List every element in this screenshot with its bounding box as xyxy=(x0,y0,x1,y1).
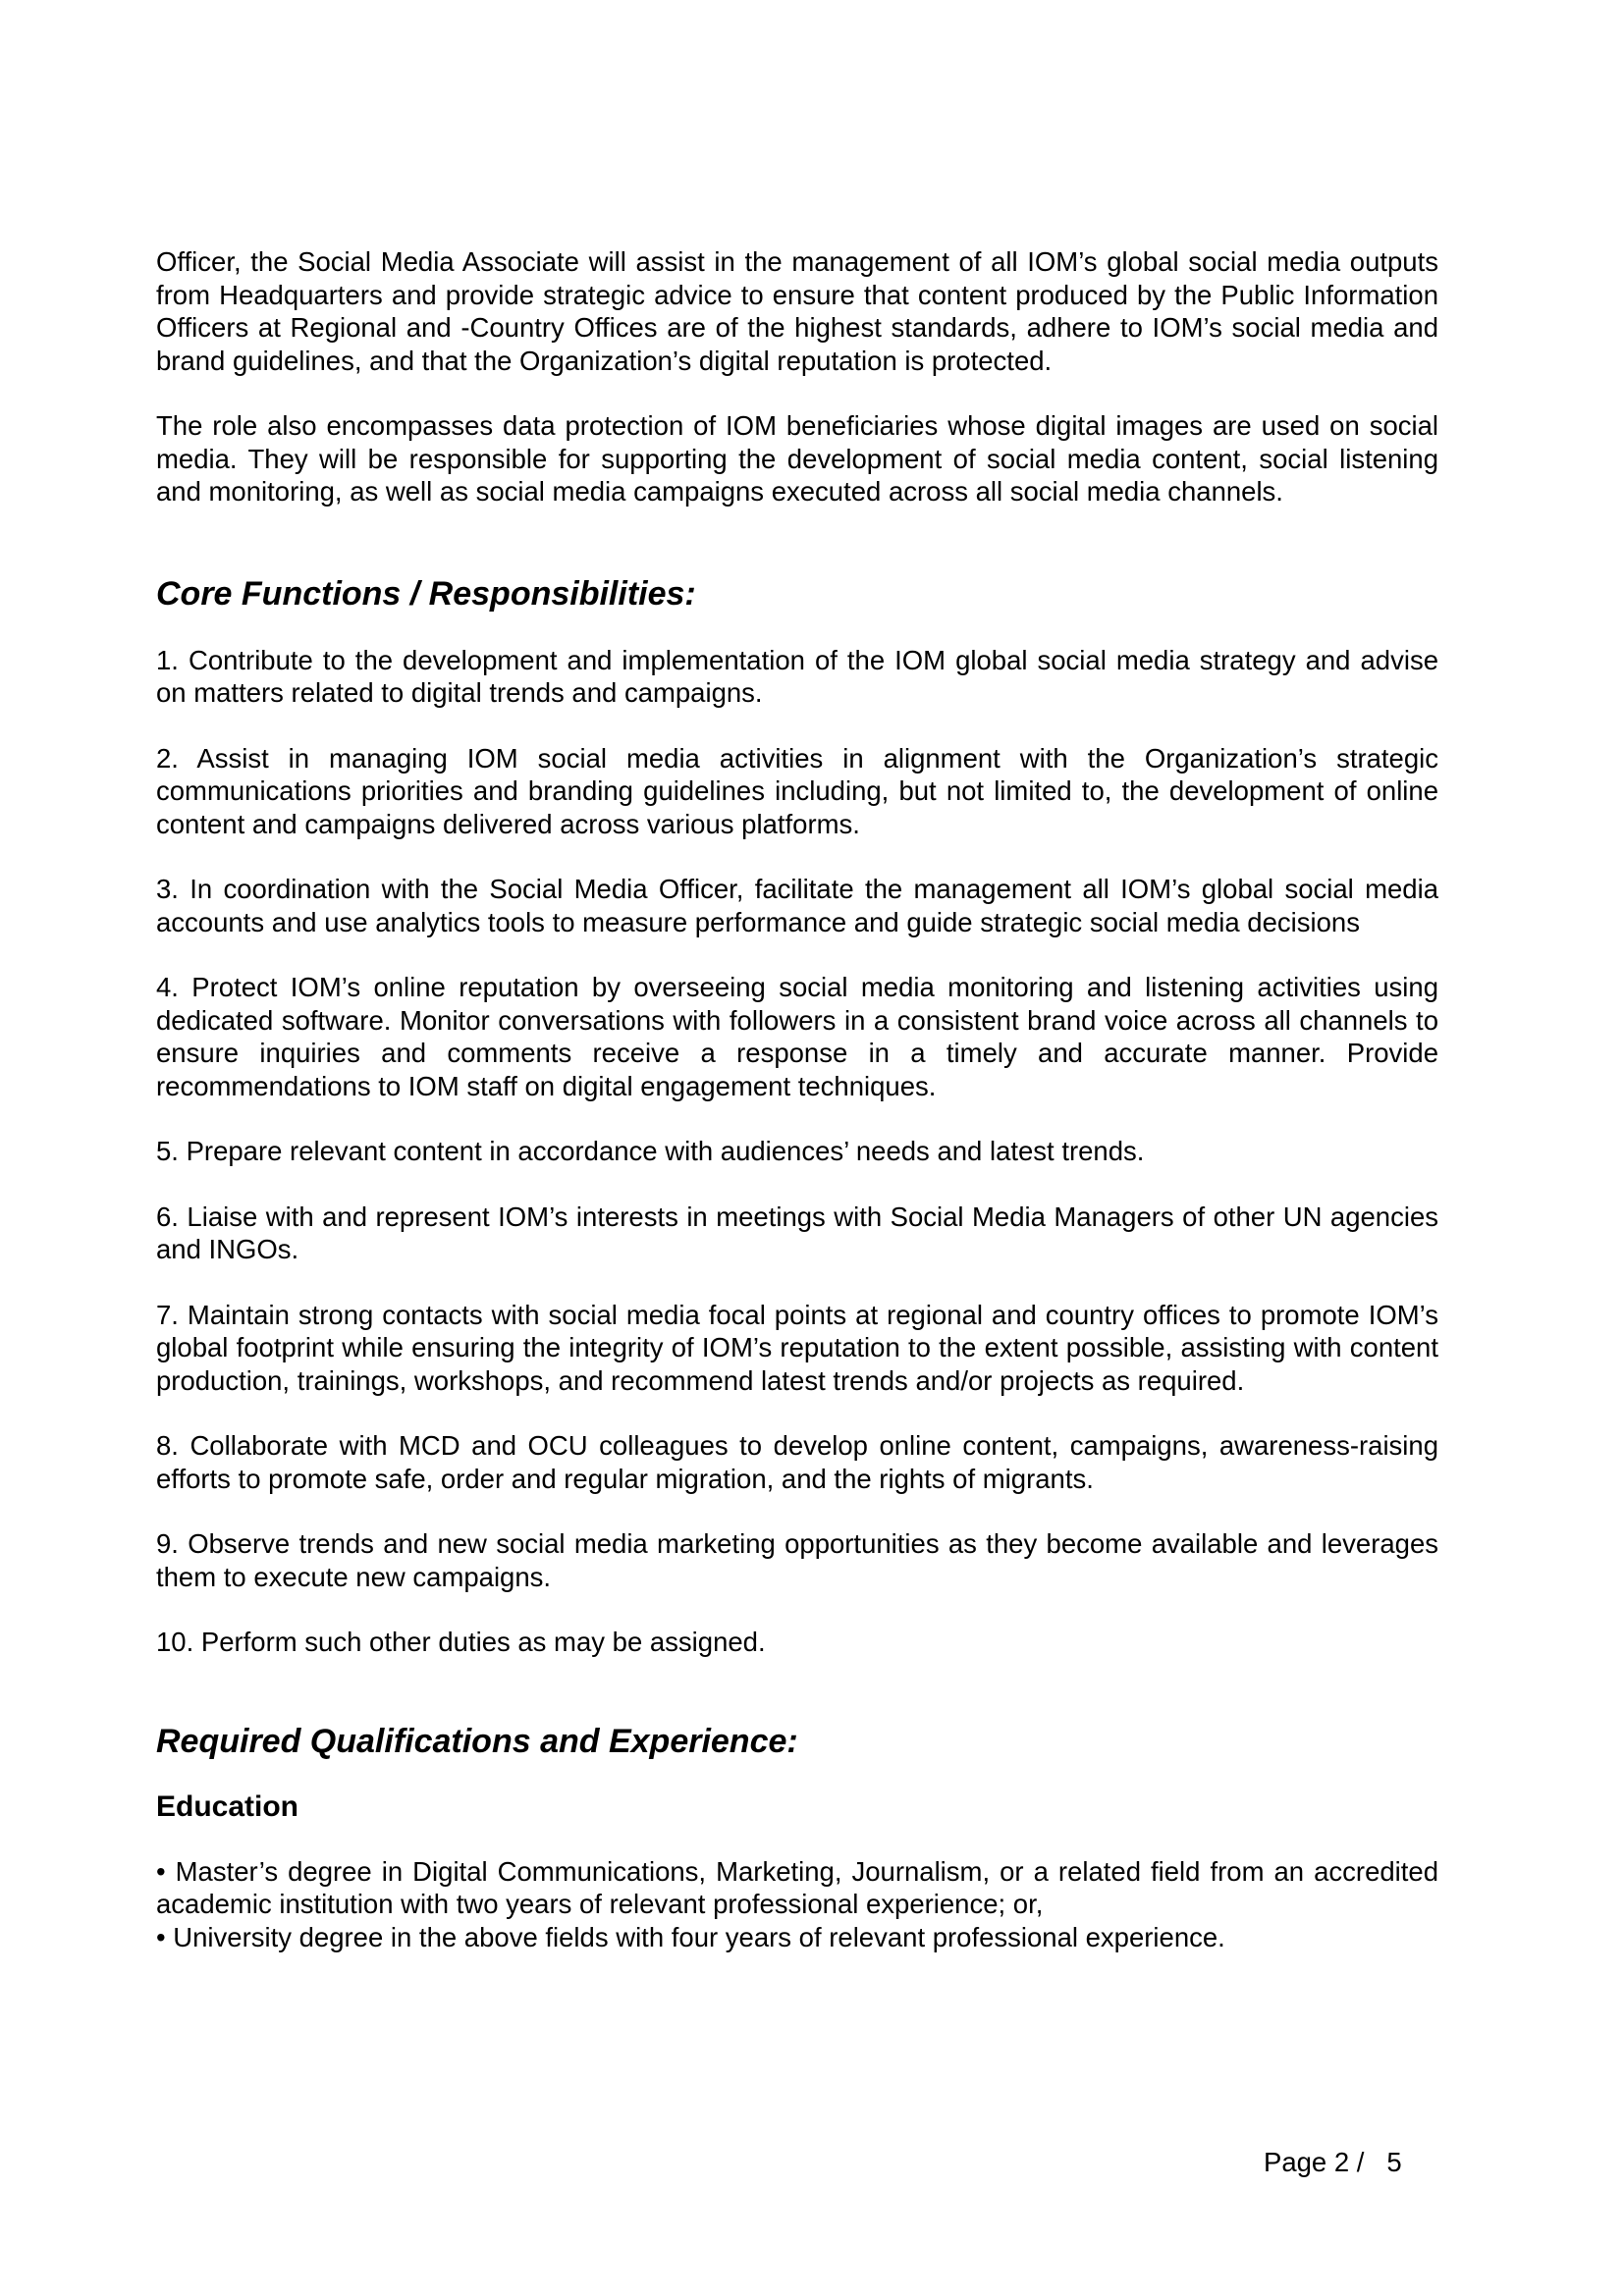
education-heading: Education xyxy=(156,1789,299,1823)
list-item: 10. Perform such other duties as may be assigned. xyxy=(156,1627,766,1657)
core-functions-list xyxy=(156,644,1438,1659)
list-item: 1. Contribute to the development and implementation of the IOM global social media strategy and advise on matters related to digital trends and campaigns. xyxy=(156,644,1438,708)
list-item: 2. Assist in managing IOM social media activities in alignment with the Organization’s strategic communications priorities and branding guidelines including, but not limited to, the development of online content and campaigns delivered across various platforms. xyxy=(156,742,1438,839)
intro-paragraph: The role also encompasses data protection of IOM beneficiaries whose digital images are used on social media. They will be responsible for supporting the development of social media content, social listening and monitoring, as well as social media campaigns executed across all social media channels. xyxy=(156,410,1438,507)
list-item: 9. Observe trends and new social media marketing opportunities as they become available and leverages them to execute new campaigns. xyxy=(156,1528,1438,1592)
education-list xyxy=(156,1855,1438,1954)
list-item: • Master’s degree in Digital Communications, Marketing, Journalism, or a related field from an accredited academic institution with two years of relevant professional experience; or, xyxy=(156,1855,1438,1919)
list-item: 7. Maintain strong contacts with social media focal points at regional and country offices to promote IOM’s global footprint while ensuring the integrity of IOM’s reputation to the extent possible, assisting with content production, trainings, workshops, and recommend latest trends and/or projects as required. xyxy=(156,1299,1438,1396)
intro-paragraph: Officer, the Social Media Associate will assist in the management of all IOM’s global social media outputs from Headquarters and provide strategic advice to ensure that content produced by the Public Information Officers at Regional and -Country Offices are of the highest standards, adhere to IOM’s social media and brand guidelines, and that the Organization’s digital reputation is protected. xyxy=(156,246,1438,376)
document-page xyxy=(156,245,1438,1953)
list-item: 3. In coordination with the Social Media Officer, facilitate the management all IOM’s global social media accounts and use analytics tools to measure performance and guide strategic social media decisions xyxy=(156,874,1438,937)
page-number: Page 2 / 5 xyxy=(1264,2147,1402,2177)
list-item: 4. Protect IOM’s online reputation by overseeing social media monitoring and listening activities using dedicated software. Monitor conversations with followers in a consistent brand voice across all channels to ensure inquiries and comments receive a response in a timely and accurate manner. Provide recommendations to IOM staff on digital engagement techniques. xyxy=(156,972,1438,1101)
list-item: 6. Liaise with and represent IOM’s interests in meetings with Social Media Managers of other UN agencies and INGOs. xyxy=(156,1201,1438,1264)
list-item: 5. Prepare relevant content in accordance with audiences’ needs and latest trends. xyxy=(156,1136,1145,1166)
qualifications-heading: Required Qualifications and Experience: xyxy=(156,1722,798,1760)
list-item: 8. Collaborate with MCD and OCU colleagues to develop online content, campaigns, awareness-raising efforts to promote safe, order and regular migration, and the rights of migrants. xyxy=(156,1430,1438,1494)
list-item: • University degree in the above fields with four years of relevant professional experience. xyxy=(156,1921,1225,1952)
core-functions-heading: Core Functions / Responsibilities: xyxy=(156,574,696,613)
